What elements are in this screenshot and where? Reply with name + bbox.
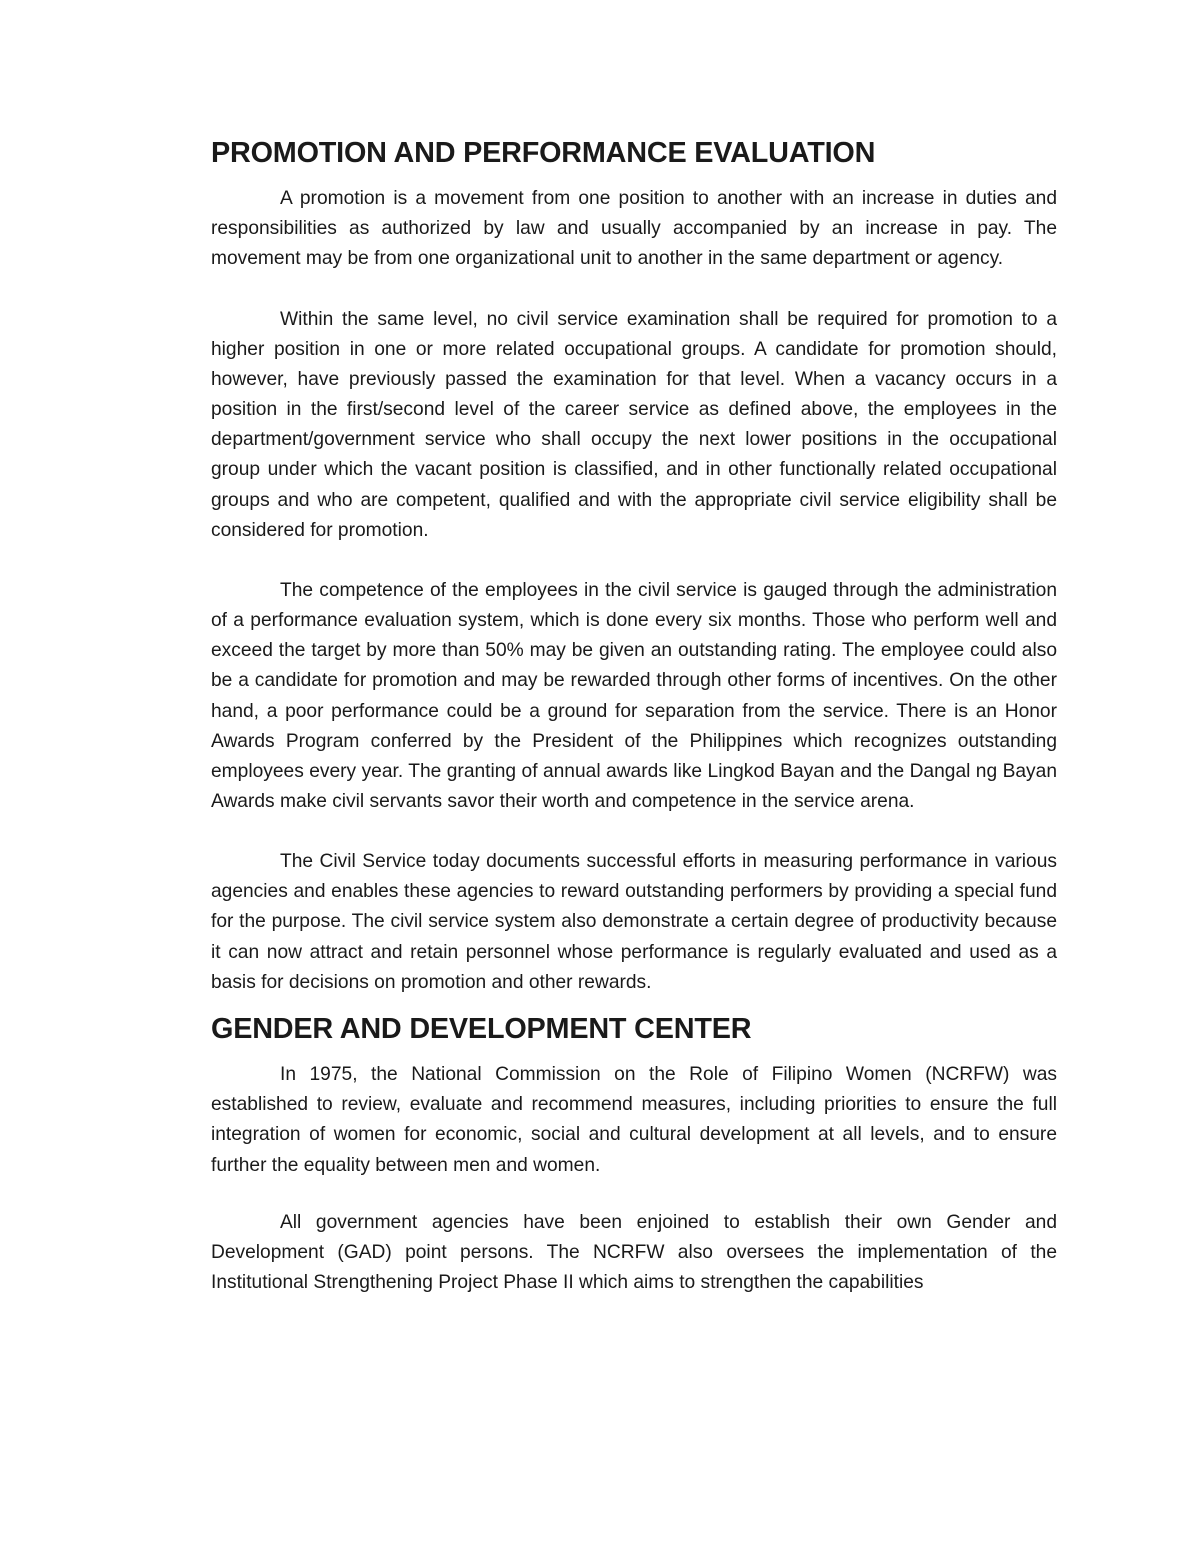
paragraph: The Civil Service today documents successful efforts in measuring performance in various agencies and enables these agencies to reward outstanding performers by providing a special fund for the purpose. The civil service system also demonstrate a certain degree of productivity because it can now attract and retain personnel whose performance is regularly evaluated and used as a basis for decisions on promotion and other rewards. — [211, 851, 1057, 993]
section-heading-gender-development: GENDER AND DEVELOPMENT CENTER — [211, 1012, 752, 1045]
paragraph: The competence of the employees in the civil service is gauged through the administration of a performance evaluation system, which is done every six months. Those who perform well and exceed the target by more than 50% may be given an outstanding rating. The employee could also be a candidate for promotion and may be rewarded through other forms of incentives. On the other hand, a poor performance could be a ground for separation from the service. There is an Honor Awards Program conferred by the President of the Philippines which recognizes outstanding employees every year. The granting of annual awards like Lingkod Bayan and the Dangal ng Bayan Awards make civil servants savor their worth and competence in the service arena. — [211, 579, 1057, 812]
document-body — [211, 138, 1057, 1298]
paragraph: Within the same level, no civil service examination shall be required for promotion to a higher position in one or more related occupational groups. A candidate for promotion should, however, have previously passed the examination for that level. When a vacancy occurs in a position in the first/second level of the career service as defined above, the employees in the department/government service who shall occupy the next lower positions in the occupational group under which the vacant position is classified, and in other functionally related occupational groups and who are competent, qualified and with the appropriate civil service eligibility shall be considered for promotion. — [211, 308, 1057, 541]
paragraph: In 1975, the National Commission on the Role of Filipino Women (NCRFW) was established to review, evaluate and recommend measures, including priorities to ensure the full integration of women for economic, social and cultural development at all levels, and to ensure further the equality between men and women. — [211, 1064, 1057, 1176]
section-heading-promotion: PROMOTION AND PERFORMANCE EVALUATION — [211, 137, 876, 169]
paragraph: A promotion is a movement from one position to another with an increase in duties and responsibilities as authorized by law and usually accompanied by an increase in pay. The movement may be from one organizational unit to another in the same department or agency. — [211, 188, 1057, 270]
paragraph: All government agencies have been enjoined to establish their own Gender and Development (GAD) point persons. The NCRFW also oversees the implementation of the Institutional Strengthening Project Phase II which aims to strengthen the capabilities — [211, 1211, 1057, 1293]
